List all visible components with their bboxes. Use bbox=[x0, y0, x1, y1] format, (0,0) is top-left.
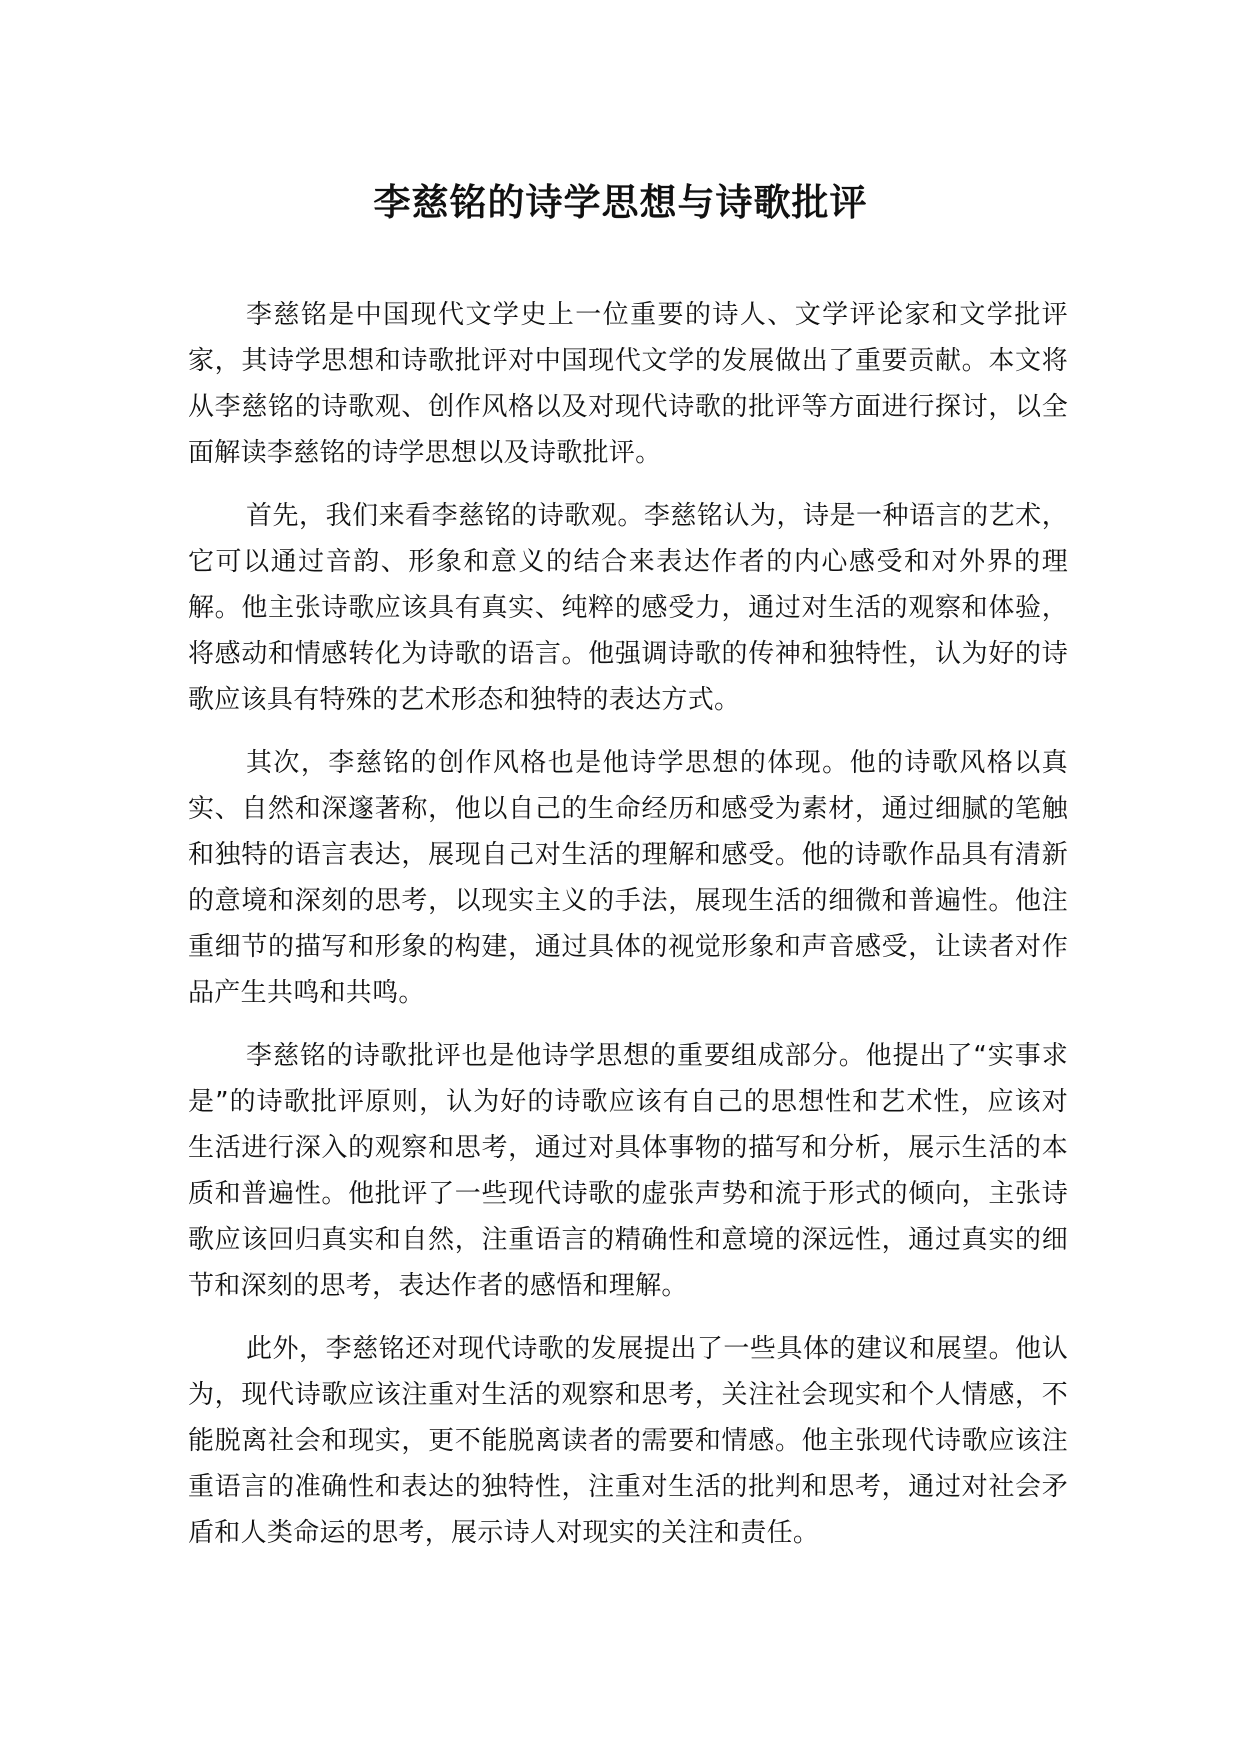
document-title: 李慈铭的诗学思想与诗歌批评 bbox=[373, 181, 868, 224]
paragraph-2: 首先，我们来看李慈铭的诗歌观。李慈铭认为，诗是一种语言的艺术，它可以通过音韵、形象和意义的结合来表达作者的内心感受和对外界的理解。他主张诗歌应该具有真实、纯粹的感受力，通过对生活的观察和体验，将感动和情感转化为诗歌的语言。他强调诗歌的传神和独特性，认为好的诗歌应该具有特殊的艺术形态和独特的表达方式。 bbox=[188, 501, 1068, 715]
document-body bbox=[188, 292, 1068, 1573]
paragraph-1: 李慈铭是中国现代文学史上一位重要的诗人、文学评论家和文学批评家，其诗学思想和诗歌批评对中国现代文学的发展做出了重要贡献。本文将从李慈铭的诗歌观、创作风格以及对现代诗歌的批评等方面进行探讨，以全面解读李慈铭的诗学思想以及诗歌批评。 bbox=[188, 300, 1068, 468]
paragraph-5: 此外，李慈铭还对现代诗歌的发展提出了一些具体的建议和展望。他认为，现代诗歌应该注重对生活的观察和思考，关注社会现实和个人情感，不能脱离社会和现实，更不能脱离读者的需要和情感。他主张现代诗歌应该注重语言的准确性和表达的独特性，注重对生活的批判和思考，通过对社会矛盾和人类命运的思考，展示诗人对现实的关注和责任。 bbox=[188, 1334, 1068, 1548]
paragraph-4: 李慈铭的诗歌批评也是他诗学思想的重要组成部分。他提出了“实事求是”的诗歌批评原则，认为好的诗歌应该有自己的思想性和艺术性，应该对生活进行深入的观察和思考，通过对具体事物的描写和分析，展示生活的本质和普遍性。他批评了一些现代诗歌的虚张声势和流于形式的倾向，主张诗歌应该回归真实和自然，注重语言的精确性和意境的深远性，通过真实的细节和深刻的思考，表达作者的感悟和理解。 bbox=[188, 1041, 1068, 1301]
paragraph-3: 其次，李慈铭的创作风格也是他诗学思想的体现。他的诗歌风格以真实、自然和深邃著称，他以自己的生命经历和感受为素材，通过细腻的笔触和独特的语言表达，展现自己对生活的理解和感受。他的诗歌作品具有清新的意境和深刻的思考，以现实主义的手法，展现生活的细微和普遍性。他注重细节的描写和形象的构建，通过具体的视觉形象和声音感受，让读者对作品产生共鸣和共鸣。 bbox=[188, 748, 1068, 1008]
